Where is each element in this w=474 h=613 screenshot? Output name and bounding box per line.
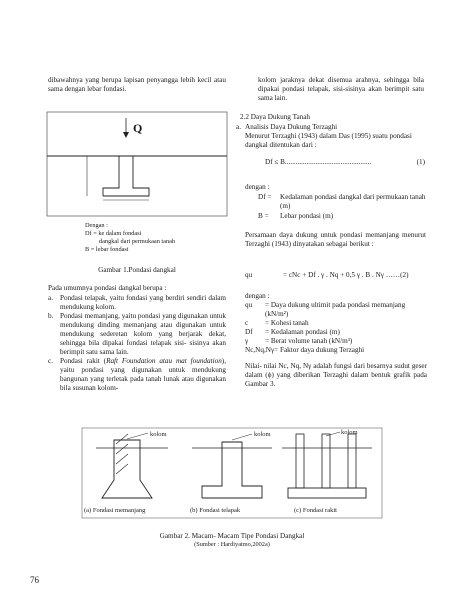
dengan-label-2: dengan : [245, 292, 270, 300]
def-symbol: γ [245, 337, 249, 345]
def-symbol: Nc,Nq,Nγ [245, 346, 275, 354]
definition-row [245, 337, 427, 346]
equation-2-definitions [245, 301, 427, 355]
def-symbol: c [245, 319, 249, 327]
list-item-text: Pondasi rakit (Raft Foundation atau mat foundation), yaitu pondasi yang digunakan untuk mendukung bangunan yang terletak pada tanah lunak atau digunakan bila susunan kolom- [60, 357, 226, 392]
page-number: 76 [30, 575, 39, 585]
def-symbol: B = [258, 212, 269, 220]
definition-row [245, 328, 427, 337]
list-marker: c. [48, 357, 53, 365]
dengan-label-1: dengan : [245, 183, 270, 191]
def-text: = Kohesi tanah [265, 319, 309, 327]
italic-term: Raft Foundation atau mat foundation [106, 357, 222, 365]
figure-2-foundation-types-diagram [82, 428, 382, 520]
legend-b: B = lebar fondasi [85, 246, 129, 253]
sub-caption-c: (c) Fondasi rakit [294, 507, 337, 514]
list-marker: b. [48, 312, 54, 320]
list-item [48, 294, 226, 312]
definition-row [245, 319, 427, 328]
def-text: Kedalaman pondasi dangkal dari permukaan tanah (m) [280, 193, 426, 210]
kolom-label-c: kolom [341, 429, 358, 436]
legend-df-cont: dangkal dari permukaan tanah [99, 238, 176, 245]
eq2-lhs: qu [245, 271, 253, 279]
def-text: = Daya dukung ultimit pada pondasi memanjang (kN/m²) [265, 301, 406, 318]
nc-nq-paragraph: Nilai- nilai Nc, Nq, Nγ adalah fungsi dari besarnya sudut geser dalam (ϕ) yang diberikan Terzaghi dalam bentuk grafik pada Gambar 3. [245, 362, 427, 388]
figure-2-source: (Sumber : Hardiyatmo,2002a) [194, 541, 270, 548]
mat-foundation-drawing [282, 429, 372, 498]
list-item-text: Pondasi telapak, yaitu fondasi yang berdiri sendiri dalam mendukung kolom. [60, 294, 226, 311]
legend-title: Dengan : [85, 222, 108, 229]
definition-df [258, 193, 426, 211]
definition-row [245, 346, 427, 355]
def-text: = Berat volume tanah (kN/m³) [265, 337, 353, 345]
kolom-label-a: kolom [150, 431, 167, 438]
list-marker: a. [48, 294, 53, 302]
def-symbol: Df [245, 328, 253, 336]
def-symbol: Df = [258, 193, 272, 201]
figure-2-caption: Gambar 2. Macam- Macam Tipe Pondasi Dangkal [159, 532, 305, 540]
strip-foundation-drawing [96, 431, 168, 498]
list-item [48, 312, 226, 357]
pad-foundation-drawing [192, 431, 272, 498]
def-text: = Kedalaman pondasi (m) [265, 328, 340, 336]
load-label-q: Q [133, 121, 143, 135]
foundation-types-list [48, 294, 226, 393]
sub-caption-a: (a) Fondasi memanjang [84, 507, 146, 514]
definition-row [245, 301, 427, 319]
equation-2 [245, 271, 427, 280]
def-text: = Faktor daya dukung Terzaghi [274, 346, 365, 354]
section-heading: 2.2 Daya Dukung Tanah [240, 113, 311, 121]
foundation-types-intro: Pada umumnya pondasi dangkal berupa : [48, 284, 167, 292]
def-symbol: qu [245, 301, 253, 309]
terzaghi-intro: Menurut Terzaghi (1943) dalam Das (1995) suatu pondasi dangkal ditentukan dari : [245, 132, 412, 149]
sub-caption-b: (b) Fondasi telapak [190, 507, 241, 514]
eq1-expression: Df ≤ B. [265, 158, 287, 166]
right-continuation-paragraph: kolom jaraknya dekat disemua arahnya, sehingga bila dipakai pondasi telapak, sisi-sisinya akan berimpit satu sama lain. [258, 76, 424, 102]
footing-outline [103, 156, 149, 196]
eq2-rhs: = cNc + Df . γ . Nq + 0,5 γ . B . Nγ ……(2) [283, 271, 409, 279]
def-text: Lebar pondasi (m) [280, 212, 334, 220]
subsection-title: Analisis Daya Dukung Terzaghi [245, 123, 338, 131]
left-intro-paragraph: dibawahnya yang berupa lapisan penyangga lebih kecil atau sama dengan lebar fondasi. [48, 76, 226, 93]
equation-1 [265, 158, 425, 167]
subsection-marker: a. [236, 123, 241, 131]
kolom-label-b: kolom [254, 431, 271, 438]
eq1-dots: ............................................... [286, 158, 372, 166]
eq1-number: (1) [416, 158, 425, 166]
terzaghi-paragraph: Persamaan daya dukung untuk pondasi memanjang menurut Terzaghi (1943) dinyatakan sebagai berikut : [245, 231, 426, 248]
list-item [48, 357, 226, 393]
list-item-text: Pondasi memanjang, yaitu pondasi yang digunakan untuk mendukung dinding memanjang atau digunakan untuk mendukung sederetan kolom yang berjarak dekat, sehingga bila dipakai fondasi telapak sisi- sisinya akan berimpit satu sama lain. [60, 312, 226, 356]
definition-b [258, 212, 426, 221]
legend-df: Df = ke dalam fondasi [85, 230, 142, 237]
figure-1-shallow-foundation-diagram [47, 112, 227, 222]
figure-1-caption: Gambar 1.Pondasi dangkal [98, 266, 176, 274]
subsection-heading [236, 123, 426, 132]
fig1-legend [85, 222, 225, 254]
